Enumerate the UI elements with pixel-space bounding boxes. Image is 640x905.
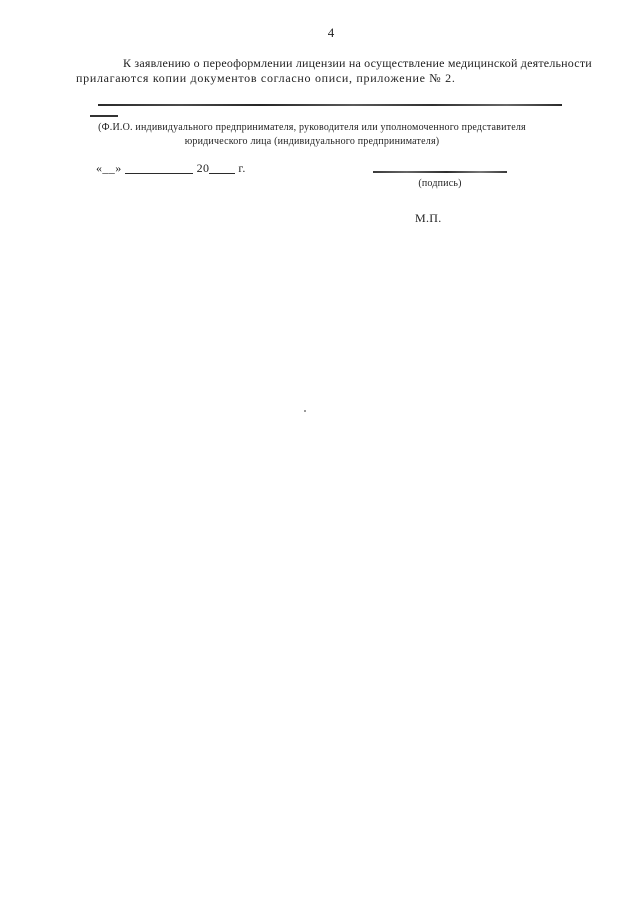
signature-caption: (подпись) — [418, 178, 462, 189]
body-paragraph-line-1: К заявлению о переоформлении лицензии на осуществление медицинской деятельности — [123, 56, 592, 70]
signature-fill-line — [373, 171, 507, 173]
date-year-prefix: 20 — [196, 161, 210, 175]
date-year-blank — [209, 163, 235, 174]
name-fill-line-continuation — [90, 115, 118, 117]
scan-artifact-speck — [304, 410, 306, 412]
date-year-suffix: г. — [238, 161, 246, 175]
date-day-quotes: «__» — [96, 161, 122, 175]
name-field-caption-line-1: (Ф.И.О. индивидуального предпринимателя, руководителя или уполномоченного представителя — [98, 122, 526, 133]
page-number: 4 — [327, 25, 335, 40]
body-paragraph-line-2: прилагаются копии документов согласно описи, приложение № 2. — [76, 71, 456, 85]
body-paragraph — [76, 56, 592, 86]
name-fill-line — [98, 104, 562, 106]
name-field-caption — [62, 121, 562, 149]
date-line — [96, 161, 246, 176]
seal-placeholder: М.П. — [415, 211, 442, 225]
date-month-blank — [125, 163, 193, 174]
name-field-caption-line-2: юридического лица (индивидуального предпринимателя) — [184, 136, 440, 147]
